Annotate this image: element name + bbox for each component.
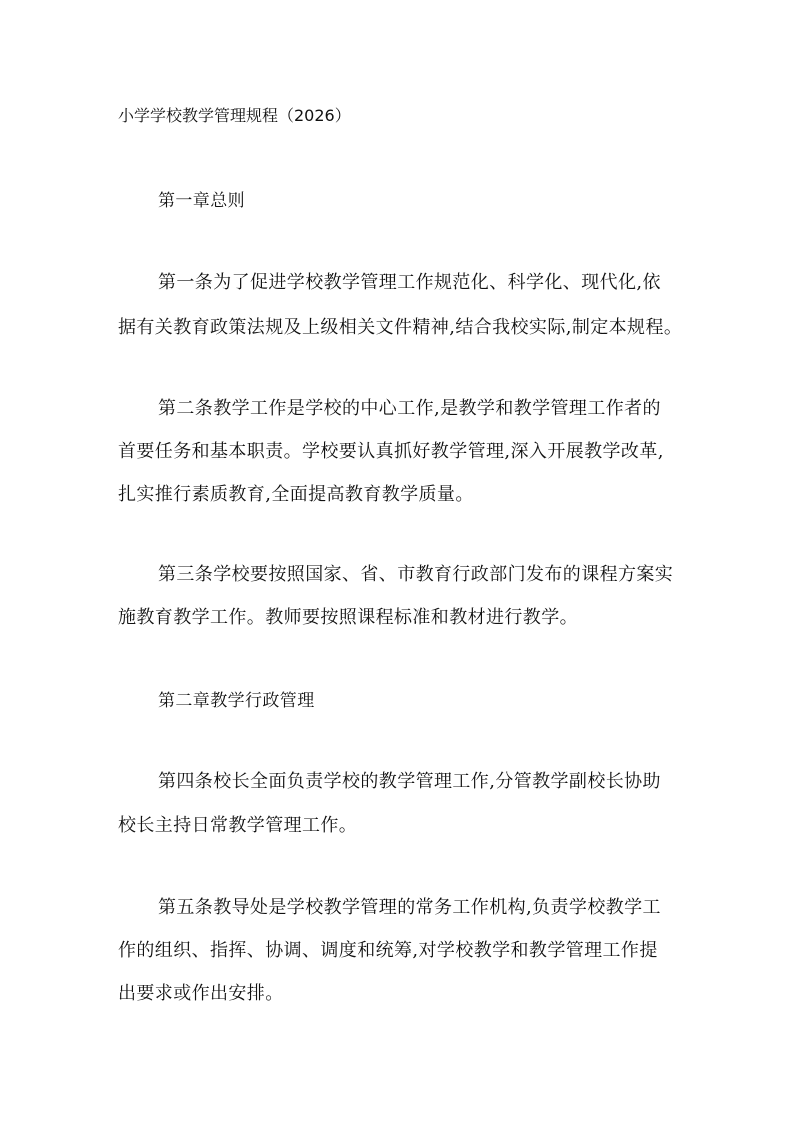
article-5-line-2: 作的组织、指挥、协调、调度和统筹,对学校教学和教学管理工作提 xyxy=(118,940,658,961)
document-title: 小学学校教学管理规程（2026） xyxy=(118,106,351,125)
article-2-line-2: 首要任务和基本职责。学校要认真抓好教学管理,深入开展教学改革, xyxy=(118,441,664,462)
article-5-line-3: 出要求或作出安排。 xyxy=(118,983,284,1004)
article-3-line-2: 施教育教学工作。教师要按照课程标准和教材进行教学。 xyxy=(118,607,578,628)
article-4-line-2: 校长主持日常教学管理工作。 xyxy=(118,815,358,836)
chapter-2-heading: 第二章教学行政管理 xyxy=(158,691,315,711)
article-2-line-1: 第二条教学工作是学校的中心工作,是教学和教学管理工作者的 xyxy=(158,398,661,419)
article-4-line-1: 第四条校长全面负责学校的教学管理工作,分管教学副校长协助 xyxy=(158,771,661,792)
article-5-line-1: 第五条教导处是学校教学管理的常务工作机构,负责学校教学工 xyxy=(158,897,661,918)
article-3-line-1: 第三条学校要按照国家、省、市教育行政部门发布的课程方案实 xyxy=(158,564,674,585)
article-1-line-2: 据有关教育政策法规及上级相关文件精神,结合我校实际,制定本规程。 xyxy=(118,317,683,338)
chapter-1-heading: 第一章总则 xyxy=(158,191,245,211)
article-2-line-3: 扎实推行素质教育,全面提高教育教学质量。 xyxy=(118,484,474,505)
article-1-line-1: 第一条为了促进学校教学管理工作规范化、科学化、现代化,依 xyxy=(158,272,661,293)
